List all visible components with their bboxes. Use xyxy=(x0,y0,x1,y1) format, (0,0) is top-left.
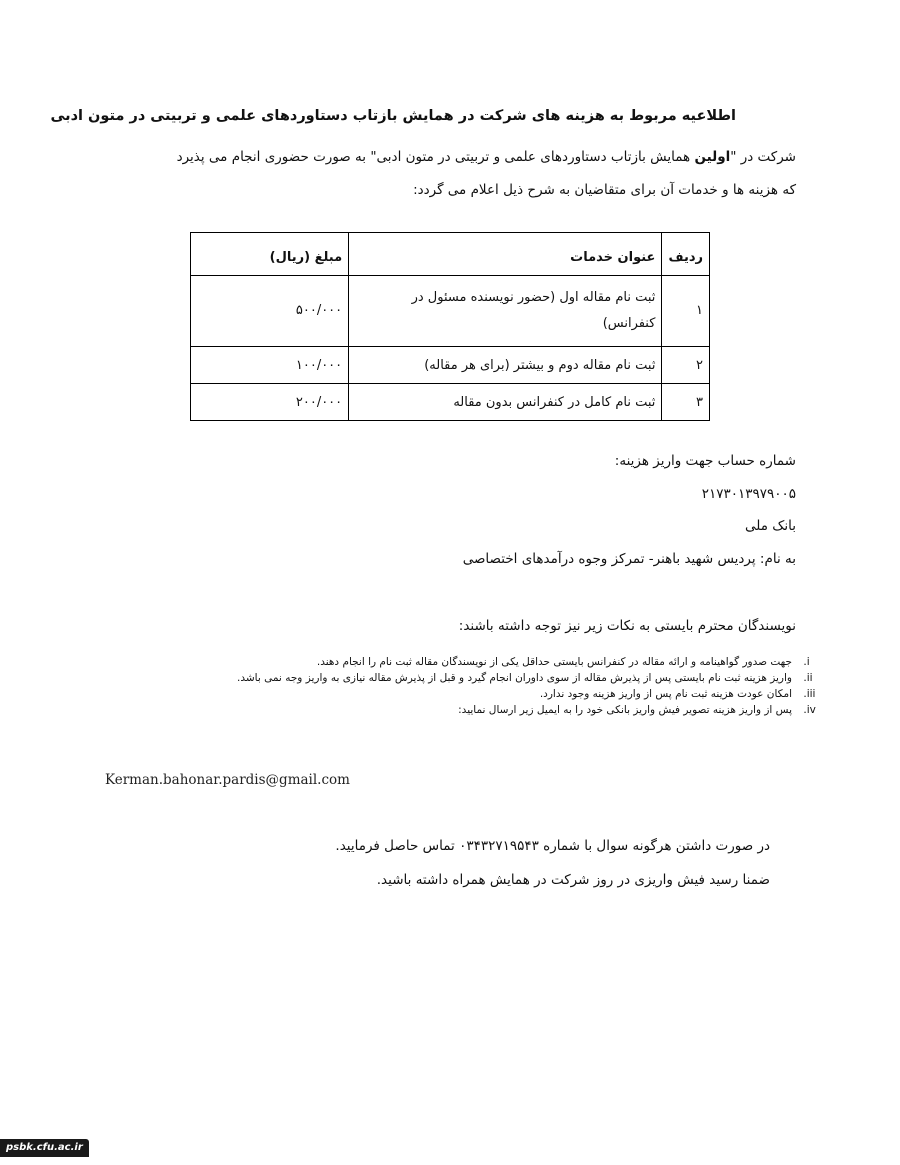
row-index: ۳ xyxy=(662,384,710,421)
header-amount: مبلغ (ریال) xyxy=(191,233,349,276)
account-number: ۲۱۷۳۰۱۳۹۷۹۰۰۵ xyxy=(701,486,796,502)
row-service: ثبت نام مقاله دوم و بیشتر (برای هر مقاله) xyxy=(349,347,662,384)
notes-list xyxy=(100,655,830,719)
header-index: ردیف xyxy=(662,233,710,276)
intro-paragraph xyxy=(100,149,796,165)
intro-text-start: شرکت در " xyxy=(730,149,796,165)
table-row xyxy=(191,276,710,347)
list-item: iii. امکان عودت هزینه ثبت نام پس از واریز هزینه وجود ندارد. xyxy=(100,687,800,701)
row-service: ثبت نام کامل در کنفرانس بدون مقاله xyxy=(349,384,662,421)
row-index: ۲ xyxy=(662,347,710,384)
intro-bold-word: اولین xyxy=(694,149,731,165)
row-amount: ۲۰۰/۰۰۰ xyxy=(191,384,349,421)
contact-email: Kerman.bahonar.pardis@gmail.com xyxy=(105,772,350,788)
row-amount: ۵۰۰/۰۰۰ xyxy=(191,276,349,347)
row-index: ۱ xyxy=(662,276,710,347)
account-label: شماره حساب جهت واریز هزینه: xyxy=(614,453,796,469)
list-item: ii. واریز هزینه ثبت نام بایستی پس از پذیرش مقاله از سوی داوران انجام گیرد و قبل از پذیرش مقاله نیازی به واریز وجه نمی باشد. xyxy=(100,671,800,685)
contact-phone-line: در صورت داشتن هرگونه سوال با شماره ۰۳۴۳۲۷۱۹۵۴۳ تماس حاصل فرمایید. xyxy=(335,838,770,854)
table-header-row xyxy=(191,233,710,276)
row-service: ثبت نام مقاله اول (حضور نویسنده مسئول در کنفرانس) xyxy=(349,276,662,347)
receipt-reminder-line: ضمنا رسید فیش واریزی در روز شرکت در همایش همراه داشته باشید. xyxy=(376,872,770,888)
table-row xyxy=(191,347,710,384)
list-item: iv. پس از واریز هزینه تصویر فیش واریز بانکی خود را به ایمیل زیر ارسال نمایید: xyxy=(100,703,800,717)
list-item: i. جهت صدور گواهینامه و ارائه مقاله در کنفرانس بایستی حداقل یکی از نویسندگان مقاله ثبت نام را انجام دهند. xyxy=(100,655,800,669)
table-row xyxy=(191,384,710,421)
notes-heading: نویسندگان محترم بایستی به نکات زیر نیز توجه داشته باشند: xyxy=(458,618,796,634)
header-service: عنوان خدمات xyxy=(349,233,662,276)
site-watermark: psbk.cfu.ac.ir xyxy=(0,1139,89,1157)
account-payee: به نام: پردیس شهید باهنر- تمرکز وجوه درآمدهای اختصاصی xyxy=(462,551,796,567)
row-amount: ۱۰۰/۰۰۰ xyxy=(191,347,349,384)
intro-paragraph-line2: که هزینه ها و خدمات آن برای متقاضیان به شرح ذیل اعلام می گردد: xyxy=(413,182,796,198)
page-title: اطلاعیه مربوط به هزینه های شرکت در همایش بازتاب دستاوردهای علمی و تربیتی در متون ادبی xyxy=(50,108,736,124)
bank-name: بانک ملی xyxy=(745,518,796,534)
intro-text-end: همایش بازتاب دستاوردهای علمی و تربیتی در متون ادبی" به صورت حضوری انجام می پذیرد xyxy=(176,149,695,165)
fees-table xyxy=(190,232,710,421)
